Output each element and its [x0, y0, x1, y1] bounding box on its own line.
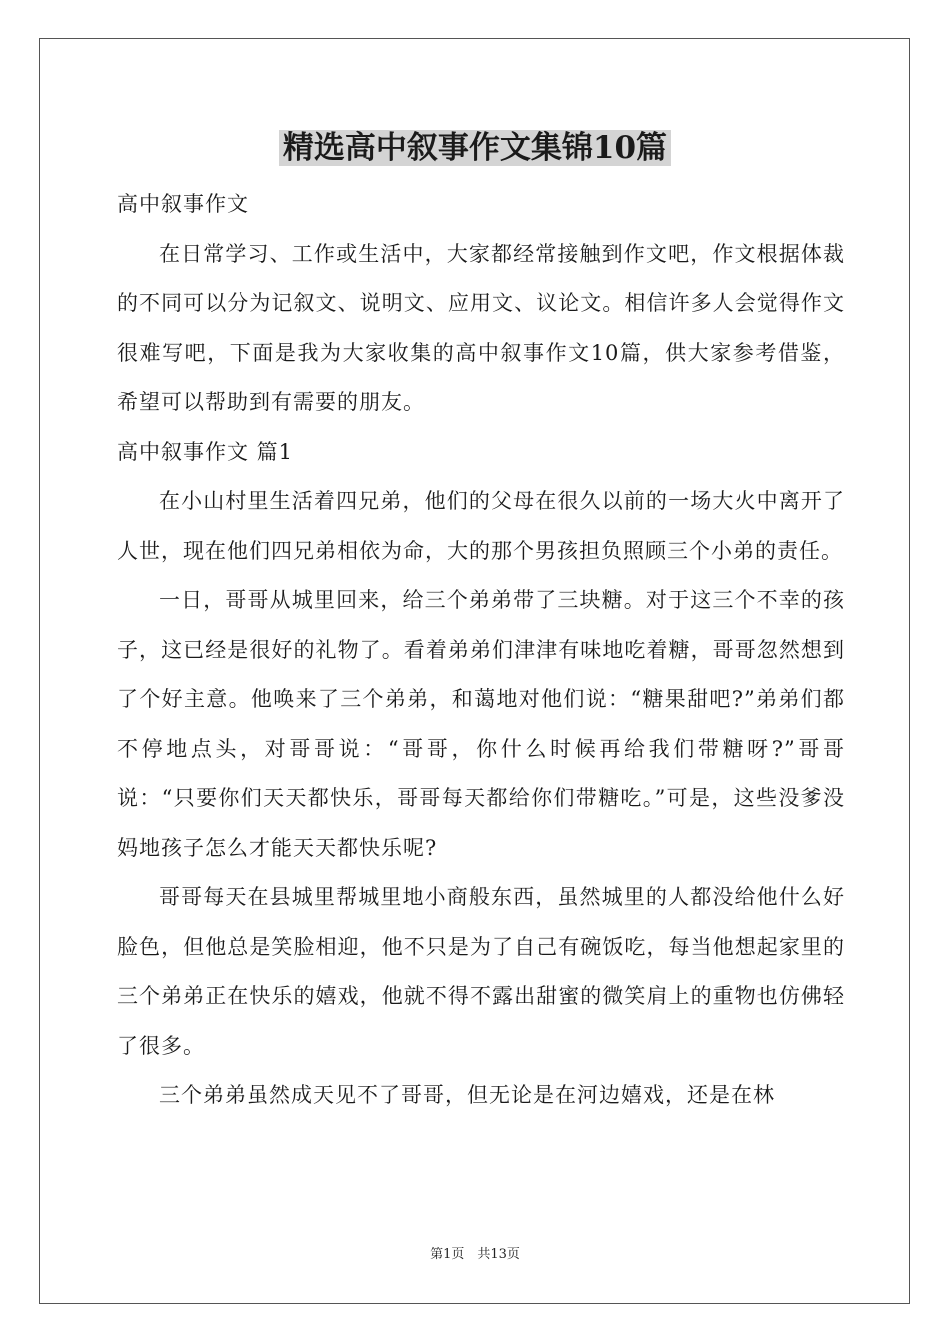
page-number: 第1页 共13页	[430, 1247, 520, 1262]
document-title-text: 精选高中叙事作文集锦10篇	[279, 130, 671, 166]
body-paragraph: 三个弟弟虽然成天见不了哥哥，但无论是在河边嬉戏，还是在林	[159, 1083, 775, 1107]
intro-paragraph: 在日常学习、工作或生活中，大家都经常接触到作文吧，作文根据体裁的不同可以分为记叙文、说明文、应用文、议论文。相信许多人会觉得作文很难写吧，下面是我为大家收集的高中叙事作文10篇，供大家参考借鉴，希望可以帮助到有需要的朋友。	[117, 241, 845, 414]
section-heading: 高中叙事作文 篇1	[117, 439, 294, 464]
body-paragraph: 在小山村里生活着四兄弟，他们的父母在很久以前的一场大火中离开了人世，现在他们四兄弟相依为命，大的那个男孩担负照顾三个小弟的责任。	[117, 489, 845, 563]
body-paragraph: 哥哥每天在县城里帮城里地小商般东西，虽然城里的人都没给他什么好脸色，但他总是笑脸相迎，他不只是为了自己有碗饭吃，每当他想起家里的三个弟弟正在快乐的嬉戏，他就不得不露出甜蜜的微笑肩上的重物也仿佛轻了很多。	[117, 885, 845, 1058]
section-heading: 高中叙事作文	[117, 192, 249, 216]
document-title	[0, 126, 950, 170]
body-paragraph: 一日，哥哥从城里回来，给三个弟弟带了三块糖。对于这三个不幸的孩子，这已经是很好的礼物了。看着弟弟们津津有味地吃着糖，哥哥忽然想到了个好主意。他唤来了三个弟弟，和蔼地对他们说：“糖果甜吧?”弟弟们都不停地点头，对哥哥说：“哥哥，你什么时候再给我们带糖呀?”哥哥说：“只要你们天天都快乐，哥哥每天都给你们带糖吃。”可是，这些没爹没妈地孩子怎么才能天天都快乐呢?	[117, 588, 845, 860]
document-body	[117, 180, 845, 1121]
